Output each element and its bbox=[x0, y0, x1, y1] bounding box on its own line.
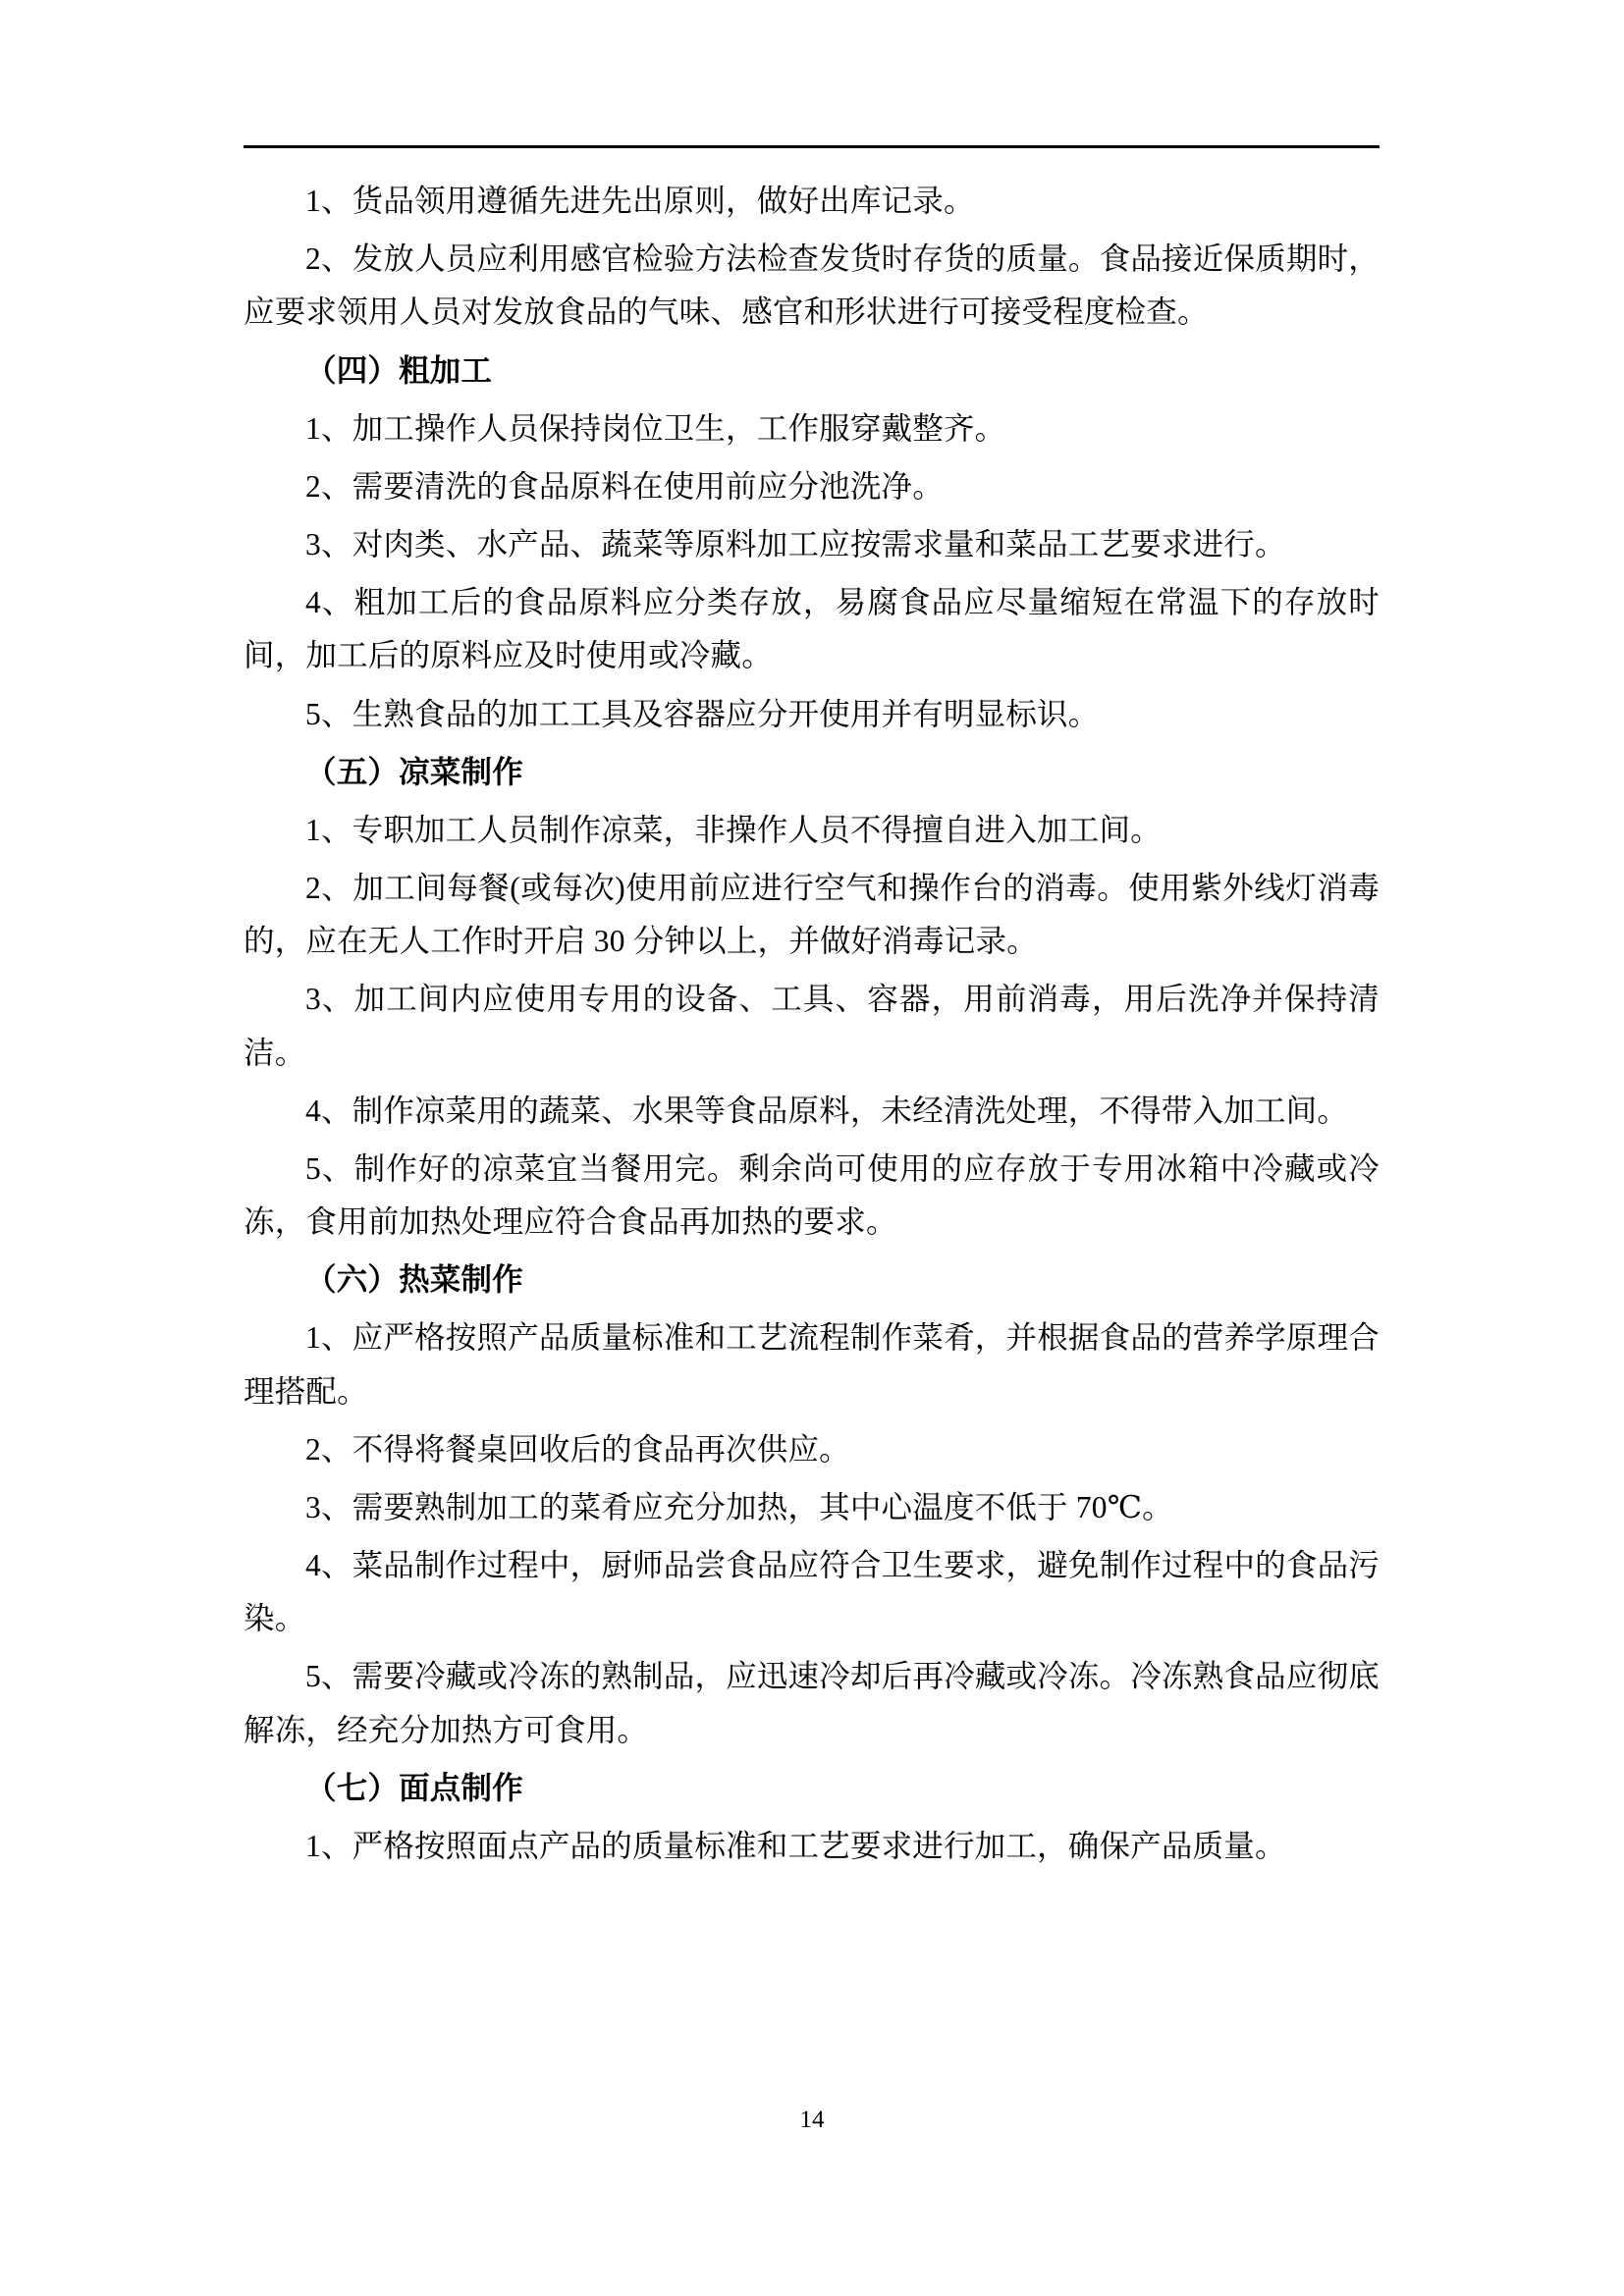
paragraph: 2、发放人员应利用感官检验方法检查发货时存货的质量。食品接近保质期时，应要求领用人员对发放食品的气味、感官和形状进行可接受程度检查。 bbox=[244, 241, 1380, 330]
section-heading: （六）热菜制作 bbox=[305, 1262, 523, 1298]
paragraph: 3、需要熟制加工的菜肴应充分加热，其中心温度不低于 70℃。 bbox=[305, 1489, 1173, 1524]
paragraph: 5、需要冷藏或冷冻的熟制品，应迅速冷却后再冷藏或冷冻。冷冻熟食品应彻底解冻，经充分加热方可食用。 bbox=[244, 1659, 1380, 1747]
paragraph: 4、菜品制作过程中，厨师品尝食品应符合卫生要求，避免制作过程中的食品污染。 bbox=[244, 1548, 1380, 1636]
paragraph: 1、货品领用遵循先进先出原则，做好出库记录。 bbox=[305, 184, 975, 218]
section-heading: （四）粗加工 bbox=[305, 352, 493, 388]
paragraph: 1、严格按照面点产品的质量标准和工艺要求进行加工，确保产品质量。 bbox=[305, 1828, 1286, 1863]
paragraph: 2、加工间每餐(或每次)使用前应进行空气和操作台的消毒。使用紫外线灯消毒的，应在无人工作时开启 30 分钟以上，并做好消毒记录。 bbox=[244, 871, 1380, 959]
paragraph: 4、粗加工后的食品原料应分类存放，易腐食品应尽量缩短在常温下的存放时间，加工后的原料应及时使用或冷藏。 bbox=[244, 585, 1380, 673]
section-heading: （七）面点制作 bbox=[305, 1770, 523, 1805]
paragraph: 1、专职加工人员制作凉菜，非操作人员不得擅自进入加工间。 bbox=[305, 812, 1162, 847]
document-body bbox=[244, 175, 1380, 1878]
section-heading: （五）凉菜制作 bbox=[305, 754, 523, 789]
paragraph: 1、加工操作人员保持岗位卫生，工作服穿戴整齐。 bbox=[305, 410, 1006, 446]
page-number: 14 bbox=[799, 2107, 825, 2133]
paragraph: 3、加工间内应使用专用的设备、工具、容器，用前消毒，用后洗净并保持清洁。 bbox=[244, 982, 1380, 1070]
paragraph: 2、需要清洗的食品原料在使用前应分池洗净。 bbox=[305, 468, 944, 504]
header-divider bbox=[244, 145, 1380, 148]
paragraph: 5、生熟食品的加工工具及容器应分开使用并有明显标识。 bbox=[305, 696, 1100, 731]
paragraph: 1、应严格按照产品质量标准和工艺流程制作菜肴，并根据食品的营养学原理合理搭配。 bbox=[244, 1320, 1380, 1409]
paragraph: 3、对肉类、水产品、蔬菜等原料加工应按需求量和菜品工艺要求进行。 bbox=[305, 527, 1286, 562]
paragraph: 5、制作好的凉菜宜当餐用完。剩余尚可使用的应存放于专用冰箱中冷藏或冷冻，食用前加热处理应符合食品再加热的要求。 bbox=[244, 1150, 1380, 1240]
paragraph: 4、制作凉菜用的蔬菜、水果等食品原料，未经清洗处理，不得带入加工间。 bbox=[305, 1093, 1349, 1128]
paragraph: 2、不得将餐桌回收后的食品再次供应。 bbox=[305, 1431, 850, 1467]
